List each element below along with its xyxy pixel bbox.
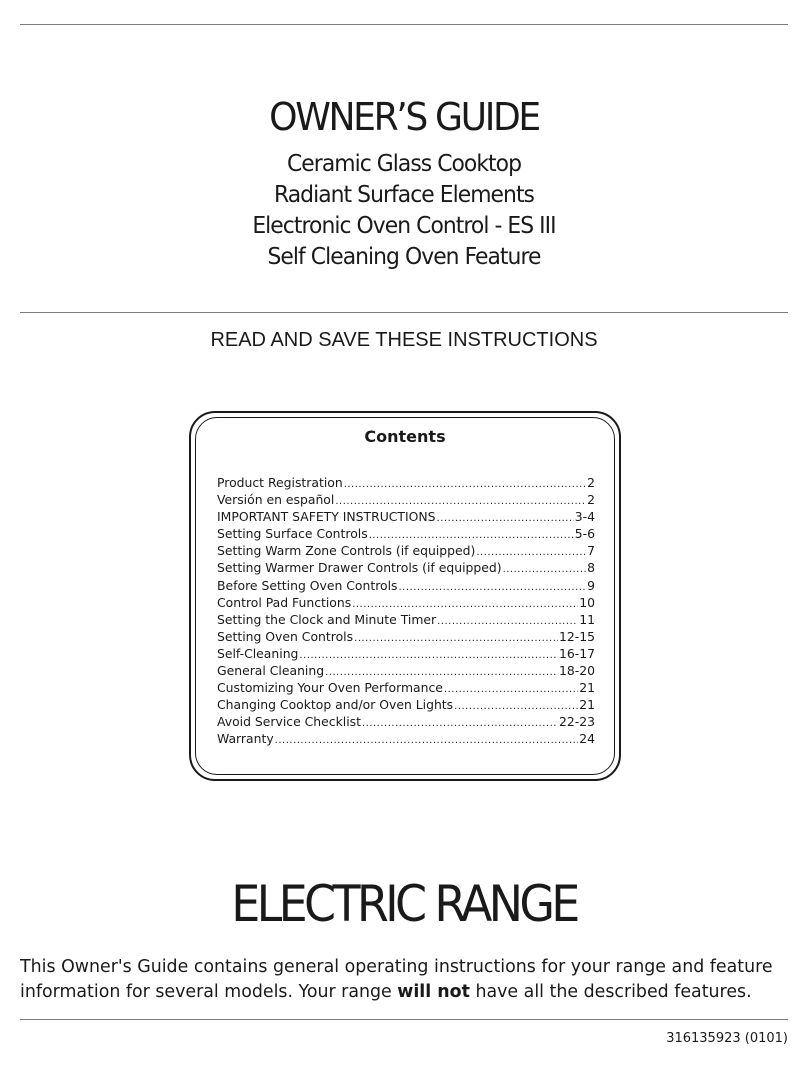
dot-leader [299,647,558,664]
contents-item [217,559,595,576]
contents-item-label: Self-Cleaning [217,645,299,661]
contents-item-label: Warranty [217,731,274,747]
contents-item-page: 21 [579,680,595,696]
contents-item-label: Setting Surface Controls [217,526,368,542]
contents-item [217,491,595,508]
contents-item-label: Setting Warm Zone Controls (if equipped) [217,543,476,559]
contents-item [217,577,595,594]
dot-leader [399,579,587,596]
intro-emphasis: will not [397,982,470,1002]
contents-item-page: 5-6 [574,526,595,542]
contents-item-page: 24 [579,731,595,747]
contents-item [217,525,595,542]
contents-item-label: Avoid Service Checklist [217,714,361,730]
dot-leader [344,476,586,493]
dot-leader [503,561,587,578]
contents-item [217,611,595,628]
dot-leader [437,613,578,630]
contents-item-label: General Cleaning [217,663,325,679]
contents-item [217,474,595,491]
contents-item [217,508,595,525]
contents-item-label: Setting Warmer Drawer Controls (if equipped) [217,560,502,576]
dot-leader [354,630,558,647]
subtitle-self-cleaning: Self Cleaning Oven Feature [267,244,541,270]
intro-paragraph [20,955,800,1005]
contents-item-page: 2 [587,492,595,508]
contents-item-label: IMPORTANT SAFETY INSTRUCTIONS [217,509,436,525]
contents-item-page: 16-17 [558,645,595,661]
contents-item-label: Setting the Clock and Minute Timer [217,611,437,627]
contents-item-page: 3-4 [574,509,595,525]
contents-item-label: Setting Oven Controls [217,628,354,644]
contents-item-label: Product Registration [217,475,343,490]
middle-divider [20,312,788,313]
product-title: ELECTRIC RANGE [231,875,577,933]
intro-text-start: This Owner's Guide contains general operating instructions for your range and feature information for several models. Your range [20,957,773,1002]
contents-item-page: 12-15 [558,628,595,644]
contents-item [217,628,595,645]
read-save-notice: READ AND SAVE THESE INSTRUCTIONS [210,329,598,351]
contents-heading: Contents [364,427,446,446]
bottom-divider [20,1019,788,1020]
contents-item-page: 10 [579,594,595,610]
contents-item [217,594,595,611]
contents-item-page: 11 [579,611,595,627]
subtitle-cooktop: Ceramic Glass Cooktop [287,151,521,177]
guide-title: OWNER’S GUIDE [269,95,539,139]
contents-item [217,542,595,559]
dot-leader [362,715,558,732]
contents-list [217,474,595,748]
dot-leader [437,510,574,527]
contents-item [217,730,595,747]
top-divider [20,24,788,25]
dot-leader [275,732,579,749]
contents-item-page: 18-20 [558,663,595,679]
contents-item-label: Changing Cooktop and/or Oven Lights [217,697,454,713]
contents-item-label: Before Setting Oven Controls [217,577,398,593]
contents-item-page: 22-23 [558,714,595,730]
document-number: 316135923 (0101) [666,1031,788,1046]
intro-text-end: have all the described features. [469,982,752,1002]
subtitle-elements: Radiant Surface Elements [273,182,535,208]
contents-item-label: Control Pad Functions [217,594,352,610]
contents-item-page: 7 [587,543,595,559]
contents-item-page: 2 [587,475,595,490]
contents-box [189,411,621,781]
subtitle-control: Electronic Oven Control - ES III [252,213,556,239]
dot-leader [444,681,578,698]
contents-item [217,713,595,730]
contents-item-page: 8 [587,560,595,576]
contents-item-page: 9 [587,577,595,593]
contents-item [217,696,595,713]
contents-item-page: 21 [579,697,595,713]
contents-item [217,679,595,696]
contents-item [217,645,595,662]
contents-item-label: Customizing Your Oven Performance [217,680,443,696]
contents-item [217,662,595,679]
contents-item-label: Versión en español [217,492,335,508]
